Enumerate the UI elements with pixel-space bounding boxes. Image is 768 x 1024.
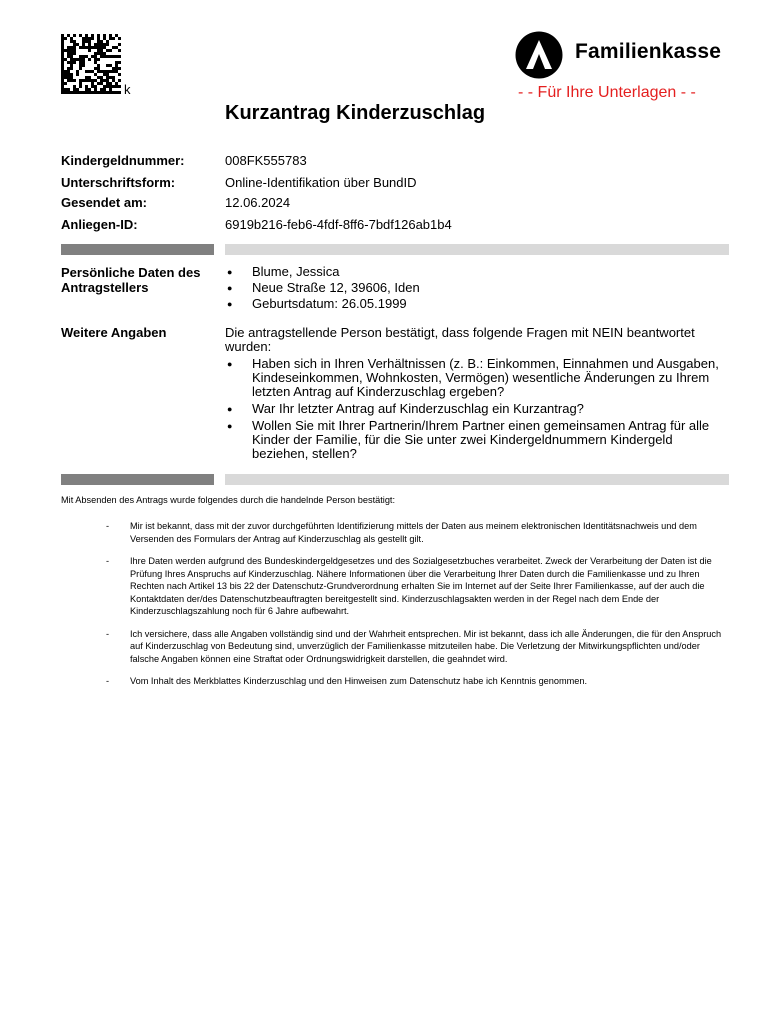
- meta-value: 12.06.2024: [225, 195, 291, 210]
- list-item: ● Blume, Jessica: [225, 265, 731, 279]
- familienkasse-logo-icon: [515, 31, 563, 79]
- code-suffix: k: [124, 82, 131, 97]
- section-divider-dark: [61, 474, 214, 485]
- meta-label: Anliegen-ID:: [61, 217, 138, 232]
- list-item: ● Neue Straße 12, 39606, Iden: [225, 281, 731, 295]
- list-item: ● War Ihr letzter Antrag auf Kinderzuschlag ein Kurzantrag?: [225, 402, 731, 416]
- list-item: ● Geburtsdatum: 26.05.1999: [225, 297, 731, 311]
- list-item: - Ich versichere, dass alle Angaben vollständig sind und der Wahrheit entsprechen. Mir ist bekannt, dass ich alle Änderungen, die für den Anspruch auf Kinderzuschlag von Bedeutung sind, unverzüglich der Familienkasse mitzuteilen habe. Die Verletzung der Mitwirkungspflichten und/oder falsche Angaben können eine Straftat oder Ordnungswidrigkeit darstellen, die geahndet wird.: [61, 628, 725, 666]
- weitere-intro: Die antragstellende Person bestätigt, dass folgende Fragen mit NEIN beantwortet wurden:: [225, 325, 695, 354]
- brand-name: Familienkasse: [575, 40, 722, 63]
- persons-list: [225, 265, 731, 311]
- section-divider-dark: [61, 244, 214, 255]
- list-item: - Ihre Daten werden aufgrund des Bundeskindergeldgesetzes und des Sozialgesetzbuches verarbeitet. Zweck der Verarbeitung der Daten ist die Prüfung Ihres Anspruchs auf Kinderzuschlag. Nähere Informationen über die Verarbeitung Ihrer Daten durch die Familienkasse und zu Ihren Rechten nach Artikel 13 bis 22 der Datenschutz-Grundverordnung erhalten Sie im Internet auf der Seite Ihrer Familienkasse, auf der auch die Kontaktdaten der/des Datenschutzbeauftragten bereitgestellt sind. Kinderzuschlagsakten werden in der Regel nach dem Ende der Kinderzuschlagszahlung noch für 6 Jahre aufbewahrt.: [61, 555, 725, 618]
- list-item: ● Wollen Sie mit Ihrer Partnerin/Ihrem Partner einen gemeinsamen Antrag für alle Kinder der Familie, für die Sie unter zwei Kindergeldnummern Kindergeld beziehen, stellen?: [225, 419, 731, 461]
- document-copy-note: - - Für Ihre Unterlagen - -: [518, 84, 696, 101]
- weitere-section-label: Weitere Angaben: [61, 325, 167, 340]
- questions-list: [225, 357, 731, 461]
- weitere-section-body: [225, 326, 731, 464]
- list-item: - Vom Inhalt des Merkblattes Kinderzuschlag und den Hinweisen zum Datenschutz habe ich Kenntnis genommen.: [61, 675, 725, 688]
- datamatrix-code-icon: [61, 34, 122, 94]
- confirmation-list: [61, 520, 725, 698]
- persons-section-label: Persönliche Daten des Antragstellers: [61, 265, 201, 295]
- section-divider-light: [225, 474, 729, 485]
- meta-value: 6919b216-feb6-4fdf-8ff6-7bdf126ab1b4: [225, 217, 452, 232]
- meta-value: 008FK555783: [225, 153, 307, 168]
- meta-label: Unterschriftsform:: [61, 175, 176, 190]
- list-item: - Mir ist bekannt, dass mit der zuvor durchgeführten Identifizierung mittels der Daten aus meinem elektronischen Identitätsnachweis und dem Versenden des Formulars der Antrag auf Kinderzuschlag als gestellt gilt.: [61, 520, 725, 545]
- document-title: Kurzantrag Kinderzuschlag: [225, 102, 486, 124]
- list-item: ● Haben sich in Ihren Verhältnissen (z. B.: Einkommen, Einnahmen und Ausgaben, Kindeseinkommen, Wohnkosten, Vermögen) wesentliche Änderungen zu Ihrem letzten Antrag auf Kinderzuschlag ergeben?: [225, 357, 731, 399]
- section-divider-light: [225, 244, 729, 255]
- meta-label: Gesendet am:: [61, 195, 147, 210]
- confirmation-intro: Mit Absenden des Antrags wurde folgendes durch die handelnde Person bestätigt:: [61, 495, 396, 505]
- meta-label: Kindergeldnummer:: [61, 153, 185, 168]
- meta-value: Online-Identifikation über BundID: [225, 175, 417, 190]
- persons-section-body: [225, 265, 731, 313]
